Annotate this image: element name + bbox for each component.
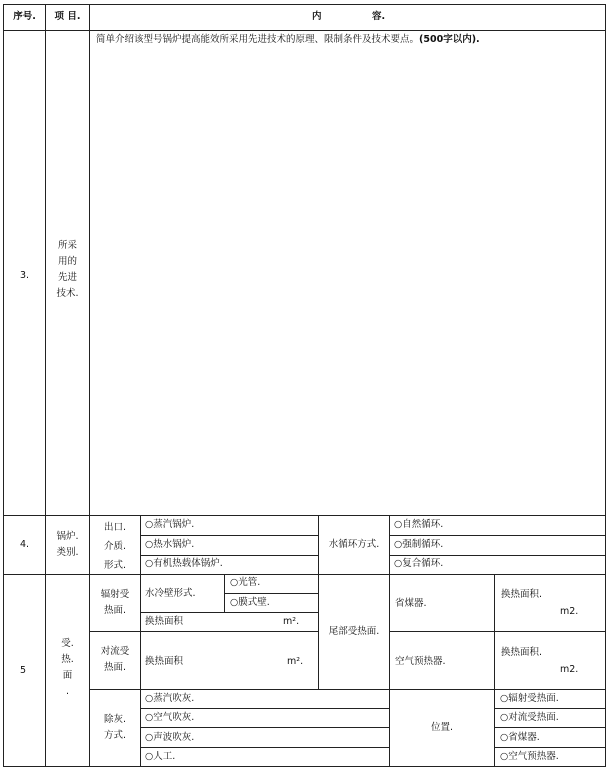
row5-tail-label: 尾部受热面. bbox=[328, 626, 380, 637]
row5-radiant-label bbox=[90, 587, 140, 619]
option-hot-water-boiler[interactable]: ○热水锅炉. bbox=[145, 539, 195, 550]
row3-item-line: 用的 bbox=[57, 256, 77, 267]
option-pos-convect[interactable]: ○对流受热面. bbox=[500, 712, 559, 723]
row5-convect-area-label: 换热面积 bbox=[145, 656, 184, 667]
row5-economizer-area-unit: m2. bbox=[560, 606, 579, 617]
option-steam-boiler[interactable]: ○蒸汽锅炉. bbox=[145, 519, 195, 530]
row5-item-line: 面 bbox=[62, 670, 73, 681]
header-content-b: 容. bbox=[372, 11, 386, 22]
option-organic-heat-carrier[interactable]: ○有机热载体锅炉. bbox=[145, 558, 223, 569]
row3-item-line: 先进 bbox=[57, 272, 77, 283]
row4-outlet-label bbox=[90, 518, 140, 575]
row4-item-line: 类别. bbox=[56, 547, 79, 558]
option-steam-sootblow[interactable]: ○蒸汽吹灰. bbox=[145, 693, 195, 704]
row5-airheater-area-label: 换热面积. bbox=[501, 647, 543, 658]
header-seq: 序号. bbox=[13, 11, 36, 22]
option-pos-airheater[interactable]: ○空气预热器. bbox=[500, 751, 559, 762]
option-combined-circulation[interactable]: ○复合循环. bbox=[394, 558, 444, 569]
row5-item-line: . bbox=[65, 686, 70, 697]
row5-waterwall-label: 水冷壁形式. bbox=[145, 588, 196, 599]
row4-item bbox=[46, 529, 89, 561]
option-forced-circulation[interactable]: ○强制循环. bbox=[394, 539, 444, 550]
row5-airheater-area-unit: m2. bbox=[560, 664, 579, 675]
row5-item-line: 热. bbox=[61, 654, 74, 665]
row5-item-line: 受. bbox=[61, 638, 74, 649]
row5-radiant-area-unit: m². bbox=[283, 616, 300, 627]
row5-ash-label bbox=[90, 712, 140, 744]
option-air-sootblow[interactable]: ○空气吹灰. bbox=[145, 712, 195, 723]
row4-outlet-line: 形式. bbox=[103, 560, 127, 571]
row4-circ-label: 水循环方式. bbox=[328, 539, 380, 550]
row3-prompt-bold: (500字以内). bbox=[419, 34, 480, 45]
row5-economizer-label: 省煤器. bbox=[395, 598, 427, 609]
option-natural-circulation[interactable]: ○自然循环. bbox=[394, 519, 444, 530]
header-item: 项 目. bbox=[54, 11, 81, 22]
row5-convect-line: 热面. bbox=[103, 662, 127, 673]
row5-radiant-area-label: 换热面积 bbox=[145, 616, 184, 627]
row4-seq: 4. bbox=[20, 539, 30, 550]
option-pos-economizer[interactable]: ○省煤器. bbox=[500, 732, 540, 743]
row5-airheater-label: 空气预热器. bbox=[395, 656, 446, 667]
row3-prompt-text: 简单介绍该型号锅炉提高能效所采用先进技术的原理、限制条件及技术要点。 bbox=[96, 34, 420, 45]
row3-prompt[interactable] bbox=[96, 34, 480, 46]
row5-economizer-area-label: 换热面积. bbox=[501, 589, 543, 600]
row5-radiant-line: 辐射受 bbox=[100, 589, 130, 600]
row3-item-line: 所采 bbox=[57, 240, 77, 251]
option-pos-radiant[interactable]: ○辐射受热面. bbox=[500, 693, 559, 704]
row5-item bbox=[46, 636, 89, 700]
row5-ash-line: 方式. bbox=[103, 730, 127, 741]
option-sonic-sootblow[interactable]: ○声波吹灰. bbox=[145, 732, 195, 743]
row5-position-label: 位置. bbox=[430, 722, 454, 733]
row5-convect-label bbox=[90, 644, 140, 676]
option-manual-ash[interactable]: ○人工. bbox=[145, 751, 176, 762]
header-content-a: 内 bbox=[312, 11, 322, 22]
row3-item-line: 技术. bbox=[56, 288, 79, 299]
row5-convect-line: 对流受 bbox=[100, 646, 130, 657]
option-membrane-wall[interactable]: ○膜式壁. bbox=[230, 597, 270, 608]
option-plain-tube[interactable]: ○光管. bbox=[230, 577, 261, 588]
row4-outlet-line: 出口. bbox=[103, 522, 127, 533]
row5-ash-line: 除灰. bbox=[103, 714, 127, 725]
row5-convect-area-unit: m². bbox=[287, 656, 304, 667]
row4-item-line: 锅炉. bbox=[56, 531, 79, 542]
row4-outlet-line: 介质. bbox=[103, 541, 127, 552]
row5-radiant-line: 热面. bbox=[103, 605, 127, 616]
row3-item bbox=[46, 238, 89, 302]
row5-seq: 5 bbox=[20, 665, 27, 676]
row3-seq: 3. bbox=[20, 270, 30, 281]
